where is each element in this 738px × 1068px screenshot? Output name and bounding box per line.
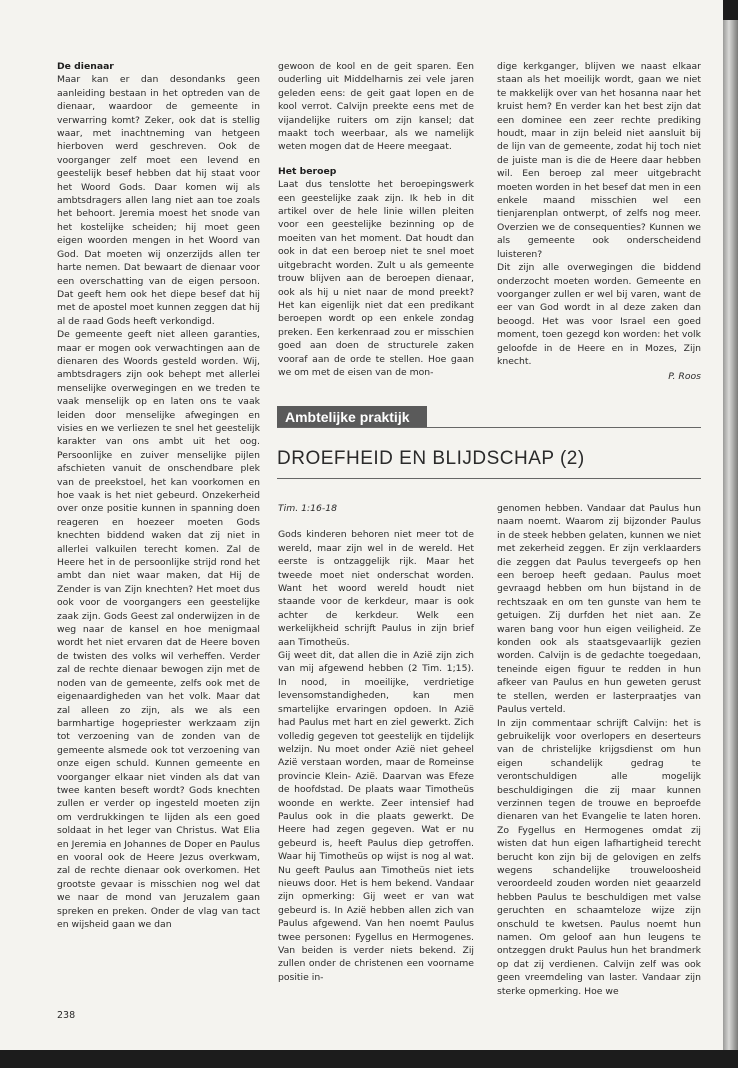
- heading-de-dienaar: De dienaar: [57, 61, 114, 72]
- paragraph: Laat dus tenslotte het beroepingswerk een geestelijke zaak zijn. Ik heb in dit artikel over de hele linie willen pleiten voor een geestelijke bezinning op de moeiten van het moment. Dat houdt dan ook in dat een beroep niet te snel moet uitgebracht worden. Zult u als gemeente trouw blijven aan de beroepen dienaar, ook als hij u niet naar de mond preekt? Het kan eigenlijk niet dat een predikant beroepen wordt op een enkele zondag preken. Een kerkenraad zou er misschien goed aan doen de structurele zaken vooraf aan de orde te stellen. Hoe gaan we om met de eisen van de mon-: [278, 179, 474, 378]
- paragraph: Gij weet dit, dat allen die in Azië zijn zich van mij afgewend hebben (2 Tim. 1;15). In nood, in moeilijke, verdrietige levensomstandigheden, kan men smartelijke ervaringen opdoen. In Azië had Paulus met hart en ziel gewerkt. Zich volledig gegeven tot geestelijk en tijdelijk welzijn. Nu moet onder Azië niet geheel Azië verstaan worden, maar de Romeinse provincie Klein- Azië. Daarvan was Efeze de hoofdstad. De plaats waar Timotheüs woonde en werkte. Zeer intensief had Paulus ook in die plaats gewerkt. De Heere had zegen gegeven. Wat er nu gebeurd is, heeft Paulus diep getroffen. Waar hij Timotheüs op wijst is nog al wat. Nu geeft Paulus aan Timotheüs niet iets nieuws door. Het is hem bekend. Vandaar zijn opmerking: Gij weet er van wat gebeurd is. In Azië hebben allen zich van Paulus afgewend. Van hen noemt Paulus twee personen: Fygellus en Hermogenes. Van beiden is verder niets bekend. Zij zullen onder de christenen een voorname positie in-: [278, 650, 474, 983]
- section-band: Ambtelijke praktijk: [277, 406, 427, 428]
- paragraph: gewoon de kool en de geit sparen. Een ouderling uit Middelharnis zei vele jaren geleden eens: de geit gaat lopen en de kool verrot. Calvijn preekte eens met de vijandelijke ruiters om zijn kansel; dat maakt toch weerbaar, als we namelijk weten mogen dat de Heere meegaat.: [278, 61, 474, 153]
- paragraph: De gemeente geeft niet alleen garanties, maar er mogen ook verwachtingen aan de dienaren des Woords gesteld worden. Wij, ambtsdragers zijn ook behept met allerlei menselijke overwegingen en we treden te vaak menselijk op en laten ons te vaak leiden door menselijke afwegingen en visies en we verliezen te snel het geestelijk karakter van ons ambt uit het oog. Persoonlijke en zuiver menselijke pijlen afschieten vanuit de onschendbare plek van de preekstoel, het kan voorkomen en hoe vaak is het niet gebeurd. Onzekerheid over onze positie kunnen in spanning doen reageren en hoezeer moeten Gods knechten biddend waken dat zij niet in allerlei valkuilen terecht komen. Zal de Heere het in de persoonlijke strijd rond het ambt dan niet waar maken, dat Hij de Zender is van Zijn knechten? Het moet dus ook voor de voorgangers een geestelijke zaak zijn. Gods Geest zal onderwijzen in de weg naar de kansel en hoe menigmaal wordt het niet ervaren dat de Heere boven de twisten des volks wil verheffen. Verder zal de rechte dienaar bewogen zijn met de noden van de gemeente, zelfs ook met de eigenaardigheden van het volk. Maar dat zal alleen zo zijn, als we als een barmhartige hogepriester werkzaam zijn tot verzoening van de zonden van de gemeente alsmede ook tot verzoening van onze eigen schuld. Kunnen gemeente en voorganger elkaar niet vinden als dat van twee kanten beseft wordt? Gods knechten zullen er verder op ingesteld moeten zijn om verdrukkingen te lijden als een goed soldaat in het leger van Christus. Wat Elia en Jeremia en Johannes de Doper en Paulus en vooral ook de Heere Jezus overkwam, zal de rechte dienaar ook overkomen. Het grootste gevaar is misschien nog wel dat we naar de mond van Jeruzalem gaan spreken en preken. Onder de vlag van tact en wijsheid gaan we dan: [57, 329, 260, 930]
- paragraph: dige kerkganger, blijven we naast elkaar staan als het moeilijk wordt, gaan we niet te makkelijk over van het hosanna naar het kruist hem? En verder kan het best zijn dat een dominee een zeer rechte prediking houdt, maar in zijn beleid niet aansluit bij de lijn van de gemeente, zodat hij toch niet de juiste man is die de Heere daar hebben wil. Een beroep zal meer uitgebracht moeten worden in het besef dat men in een enkele maand misschien wel een tienjarenplan ontwerpt, of zelfs nog meer. Overzien we de consequenties? Kunnen we als gemeente ook onderscheidend luisteren?: [497, 61, 701, 260]
- right-column: [497, 60, 701, 384]
- left-column: [57, 60, 260, 931]
- article-column-a: [278, 502, 474, 984]
- article-title: DROEFHEID EN BLIJDSCHAP (2): [277, 448, 585, 469]
- section-divider: [277, 427, 701, 428]
- paragraph: genomen hebben. Vandaar dat Paulus hun naam noemt. Waarom zij bijzonder Paulus in de steek hebben gelaten, kunnen we niet met zekerheid zeggen. Er zijn verklaarders die zeggen dat Paulus tevergeefs op hen een beroep heeft gedaan. Paulus moet gevraagd hebben om hun bijstand in de rechtszaak en om ten gunste van hem te getuigen. Zij durfden het niet aan. Ze waren bang voor hun eigen veiligheid. Ze konden ook als staatsgevaarlijk gezien worden. Calvijn is de gedachte toegedaan, teneinde eigen figuur te redden in hun afkeer van Paulus en hun geweten gerust te stellen, werden er lasterpraatjes van Paulus verteld.: [497, 503, 701, 716]
- paragraph: Gods kinderen behoren niet meer tot de wereld, maar zijn wel in de wereld. Het eerste is ontzaggelijk rijk. Maar het tweede moet niet onderschat worden. Want het woord wereld houdt niet staande voor de kerkdeur, maar is ook achter de kerkdeur. Welk een werkelijkheid schrijft Paulus in zijn brief aan Timotheüs.: [278, 529, 474, 648]
- heading-het-beroep: Het beroep: [278, 165, 337, 177]
- middle-column: [278, 60, 474, 379]
- paragraph: In zijn commentaar schrijft Calvijn: het is gebruikelijk voor overlopers en deserteurs van de christelijke krijgsdienst om hun eigen schandelijk gedrag te verontschuldigen alle mogelijk beschuldigingen die zij maar kunnen verzinnen tegen de trouwe en beproefde dienaren van het Evangelie te laten horen. Zo Fygellus en Hermogenes omdat zij wisten dat hun eigen lafhartigheid terecht berucht kon zijn bij de gelovigen en zelfs wegens schandelijke trouweloosheid veroordeeld zouden worden niet geaarzeld hebben Paulus te beschuldigen met valse geruchten en schaamteloze wijze zijn onschuld te kwetsen. Paulus noemt hun namen. Om geloof aan hun leugens te ontzeggen drukt Paulus hun het brandmerk op dat zij verdienen. Calvijn zelf was ook geen vreemdeling van laster. Vandaar zijn sterke opmerking. Hoe we: [497, 717, 701, 997]
- author-signature: P. Roos: [668, 371, 701, 383]
- paragraph: Maar kan er dan desondanks geen aanleiding bestaan in het optreden van de dienaar, waardoor de gemeente in verwarring komt? Zeker, ook dat is stellig waar, met inachtneming van hetgeen hierboven werd geschreven. Ook de voorganger zelf moet een levend en geestelijk besef hebben dat hij staat voor het Woord Gods. Daar komen wij als ambtsdragers allen lang niet aan toe zoals het behoort. Jeremia moest het snode van het kostelijke scheiden; hij moet geen eigen woorden mengen in het Woord van God. Dat moeten wij onzerzijds allen ter harte nemen. Dat bewaart de dienaar voor een overschatting van de eigen persoon. Dat geeft hem ook het diepe besef dat hij met de apostel moet kunnen zeggen dat hij al de raad Gods heeft verkondigd.: [57, 74, 260, 327]
- title-divider: [277, 478, 701, 479]
- page-edge: [723, 20, 738, 1050]
- page-number: 238: [57, 1010, 76, 1021]
- scripture-reference: Tim. 1:16-18: [278, 503, 337, 514]
- paragraph: Dit zijn alle overwegingen die biddend onderzocht moeten worden. Gemeente en voorganger zullen er wel bij varen, want de eer van God wordt in al deze zaken dan beoogd. Het was voor Israel een goed moment, toen gezegd kon worden: het volk geloofde in de Heere en in Mozes, Zijn knecht.: [497, 262, 701, 367]
- article-column-b: [497, 502, 701, 998]
